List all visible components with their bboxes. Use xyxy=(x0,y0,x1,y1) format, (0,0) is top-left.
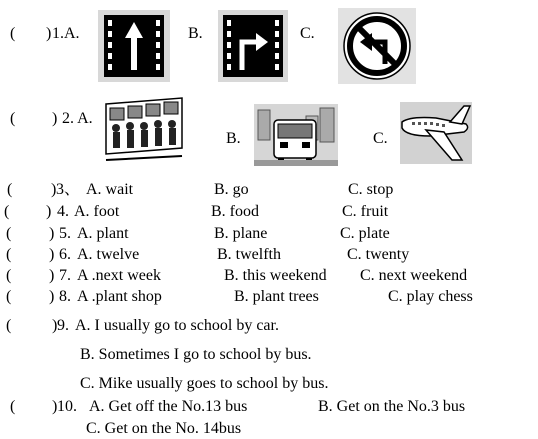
question-8-number: 8. xyxy=(59,288,71,305)
answer-paren-open-3: ( xyxy=(7,181,13,198)
turn-right-sign-icon xyxy=(218,10,288,82)
question-6-option-c: C. twenty xyxy=(347,246,410,263)
question-6-option-b: B. twelfth xyxy=(217,246,281,263)
answer-paren-open-7: ( xyxy=(6,267,12,284)
answer-paren-open-4: ( xyxy=(4,203,10,220)
plane-picture xyxy=(400,102,472,164)
answer-paren-open-5: ( xyxy=(6,225,12,242)
question-9-number: 9. xyxy=(57,317,69,334)
question-4-option-b: B. food xyxy=(211,203,259,220)
question-9-option-c: C. Mike usually goes to school by bus. xyxy=(80,375,329,392)
bus-picture xyxy=(254,104,338,166)
question-6-number: 6. xyxy=(59,246,71,263)
question-8-option-a: A .plant shop xyxy=(77,288,162,305)
answer-paren-open-1: ( xyxy=(10,25,16,42)
answer-paren-close-4: ) xyxy=(46,203,52,220)
question-3-number: 3、 xyxy=(56,181,81,198)
answer-paren-close-3: ) xyxy=(51,181,57,198)
question-10-option-a: A. Get off the No.13 bus xyxy=(89,398,248,415)
answer-paren-close-8: ) xyxy=(49,288,55,305)
question-6-option-a: A. twelve xyxy=(77,246,140,263)
answer-paren-close-1: ) xyxy=(46,25,52,42)
question-5-option-c: C. plate xyxy=(340,225,390,242)
question-2-option-c-label: C. xyxy=(373,130,388,147)
question-5-number: 5. xyxy=(59,225,71,242)
question-7-number: 7. xyxy=(59,267,71,284)
question-4-number: 4. xyxy=(57,203,69,220)
straight-ahead-sign-icon xyxy=(98,10,170,82)
answer-paren-open-2: ( xyxy=(10,110,16,127)
question-8-option-b: B. plant trees xyxy=(234,288,319,305)
no-left-turn-sign-icon xyxy=(338,8,416,84)
answer-paren-close-6: ) xyxy=(49,246,55,263)
question-1-option-b-label: B. xyxy=(188,25,203,42)
question-10-number: 10. xyxy=(57,398,77,415)
question-9-option-a: A. I usually go to school by car. xyxy=(75,317,279,334)
question-9-option-b: B. Sometimes I go to school by bus. xyxy=(80,346,312,363)
answer-paren-open-9: ( xyxy=(6,317,12,334)
answer-paren-open-6: ( xyxy=(6,246,12,263)
question-10-option-c: C. Get on the No. 14bus xyxy=(86,420,242,437)
question-10-option-b: B. Get on the No.3 bus xyxy=(318,398,466,415)
question-5-option-a: A. plant xyxy=(77,225,129,242)
question-4-option-c: C. fruit xyxy=(342,203,389,220)
question-7-option-b: B. this weekend xyxy=(224,267,327,284)
answer-paren-close-9: ) xyxy=(52,317,58,334)
question-5-option-b: B. plane xyxy=(214,225,268,242)
answer-paren-close-5: ) xyxy=(49,225,55,242)
answer-paren-close-7: ) xyxy=(49,267,55,284)
answer-paren-close-10: ) xyxy=(52,398,58,415)
question-7-option-c: C. next weekend xyxy=(360,267,468,284)
question-3-option-a: A. wait xyxy=(86,181,134,198)
question-1-option-c-label: C. xyxy=(300,25,315,42)
question-2-option-a-label: 2. A. xyxy=(62,110,93,127)
answer-paren-open-8: ( xyxy=(6,288,12,305)
answer-paren-open-10: ( xyxy=(10,398,16,415)
question-8-option-c: C. play chess xyxy=(388,288,473,305)
question-3-option-b: B. go xyxy=(214,181,249,198)
question-4-option-a: A. foot xyxy=(74,203,120,220)
question-7-option-a: A .next week xyxy=(77,267,161,284)
question-3-option-c: C. stop xyxy=(348,181,394,198)
answer-paren-close-2: ) xyxy=(52,110,58,127)
question-1-option-a-label: 1.A. xyxy=(52,25,80,42)
question-2-option-b-label: B. xyxy=(226,130,241,147)
train-picture xyxy=(104,96,184,166)
